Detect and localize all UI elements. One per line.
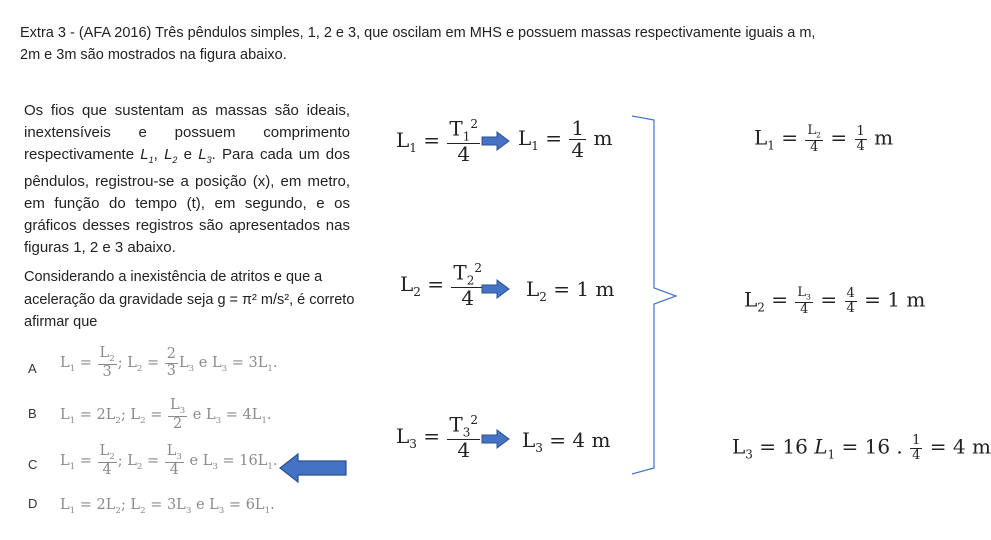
eq-l2-result: $L_2 = 1$ m xyxy=(526,277,615,304)
answer-arrow-icon xyxy=(278,452,350,484)
eq-l3-result: $L_3 = 4$ m xyxy=(522,428,611,455)
sep-2: e xyxy=(177,146,199,163)
problem-header xyxy=(20,22,940,66)
option-letter-b[interactable]: B xyxy=(28,406,37,421)
arrow-right-icon xyxy=(481,429,511,449)
option-d-formula[interactable]: $L_1 = 2L_2$; $L_2 = 3L_3$ e $L_3 = 6L_1$. xyxy=(60,497,275,516)
option-letter-d[interactable]: D xyxy=(28,496,38,511)
option-letter-c[interactable]: C xyxy=(28,457,38,472)
var-l2: $L_2$ xyxy=(164,146,178,165)
option-a-formula[interactable]: $L_1$ = $\frac{L_2}{3}$ ; $L_2$ = $\frac{2}{3}$ $L_3$ e $L_3 = 3L_1$. xyxy=(60,345,278,381)
arrow-right-icon xyxy=(481,131,511,151)
var-l1: $L_1$ xyxy=(140,146,154,165)
arrow-right-icon xyxy=(481,279,511,299)
problem-paragraph-2: Considerando a inexistência de atritos e que a aceleração da gravidade seja g = π² m/s², é correto afirmar que xyxy=(24,269,355,330)
eq-l3-formula: $L_3$ = $\frac{T_3^2}{4}$ xyxy=(396,412,479,463)
header-line-1: Extra 3 - (AFA 2016) Três pêndulos simples, 1, 2 e 3, que oscilam em MHS e possuem massas respectivamente iguais a m, xyxy=(20,25,816,41)
option-c-formula[interactable]: $L_1$ = $\frac{L_2}{4}$ ; $L_2$ = $\frac{L_3}{4}$ e $L_3 = 16L_1$. xyxy=(60,443,278,479)
para1-text-b: . Para cada um dos pêndulos, registrou-se a posição (x), em metro, em função do tempo (t), em segundo, e os gráficos desses registros são apresentados nas figuras 1, 2 e 3 abaixo. xyxy=(24,146,350,256)
problem-paragraph-1 xyxy=(24,100,350,259)
eq-l1-ratio: $L_1$ = $\frac{L_2}{4}$ = $\frac{1}{4}$ m xyxy=(754,123,894,155)
header-line-2: 2m e 3m são mostrados na figura abaixo. xyxy=(20,47,287,63)
option-letter-a[interactable]: A xyxy=(28,361,37,376)
eq-l2-ratio: $L_2$ = $\frac{L_3}{4}$ = $\frac{4}{4}$ = 1 m xyxy=(744,285,926,317)
option-b-formula[interactable]: $L_1 = 2L_2$; $L_2$ = $\frac{L_3}{2}$ e $L_3 = 4L_1$. xyxy=(60,397,272,433)
sep-1: , xyxy=(153,146,165,163)
eq-l2-formula: $L_2$ = $\frac{T_2^2}{4}$ xyxy=(400,260,483,311)
para1-text-a: Os fios que sustentam as massas são ideais, inextensíveis e possuem comprimento respectivamente xyxy=(24,102,350,163)
eq-l1-result: $L_1$ = $\frac{1}{4}$ m xyxy=(518,116,613,162)
eq-l3-ratio: $L_3 = 16$ $L_1 = 16$ . $\frac{1}{4}$ = 4 m xyxy=(732,433,991,463)
eq-l1-formula: $L_1$ = $\frac{T_1^2}{4}$ xyxy=(396,116,479,167)
right-brace xyxy=(628,112,688,480)
var-l3: $L_3$ xyxy=(198,146,212,165)
